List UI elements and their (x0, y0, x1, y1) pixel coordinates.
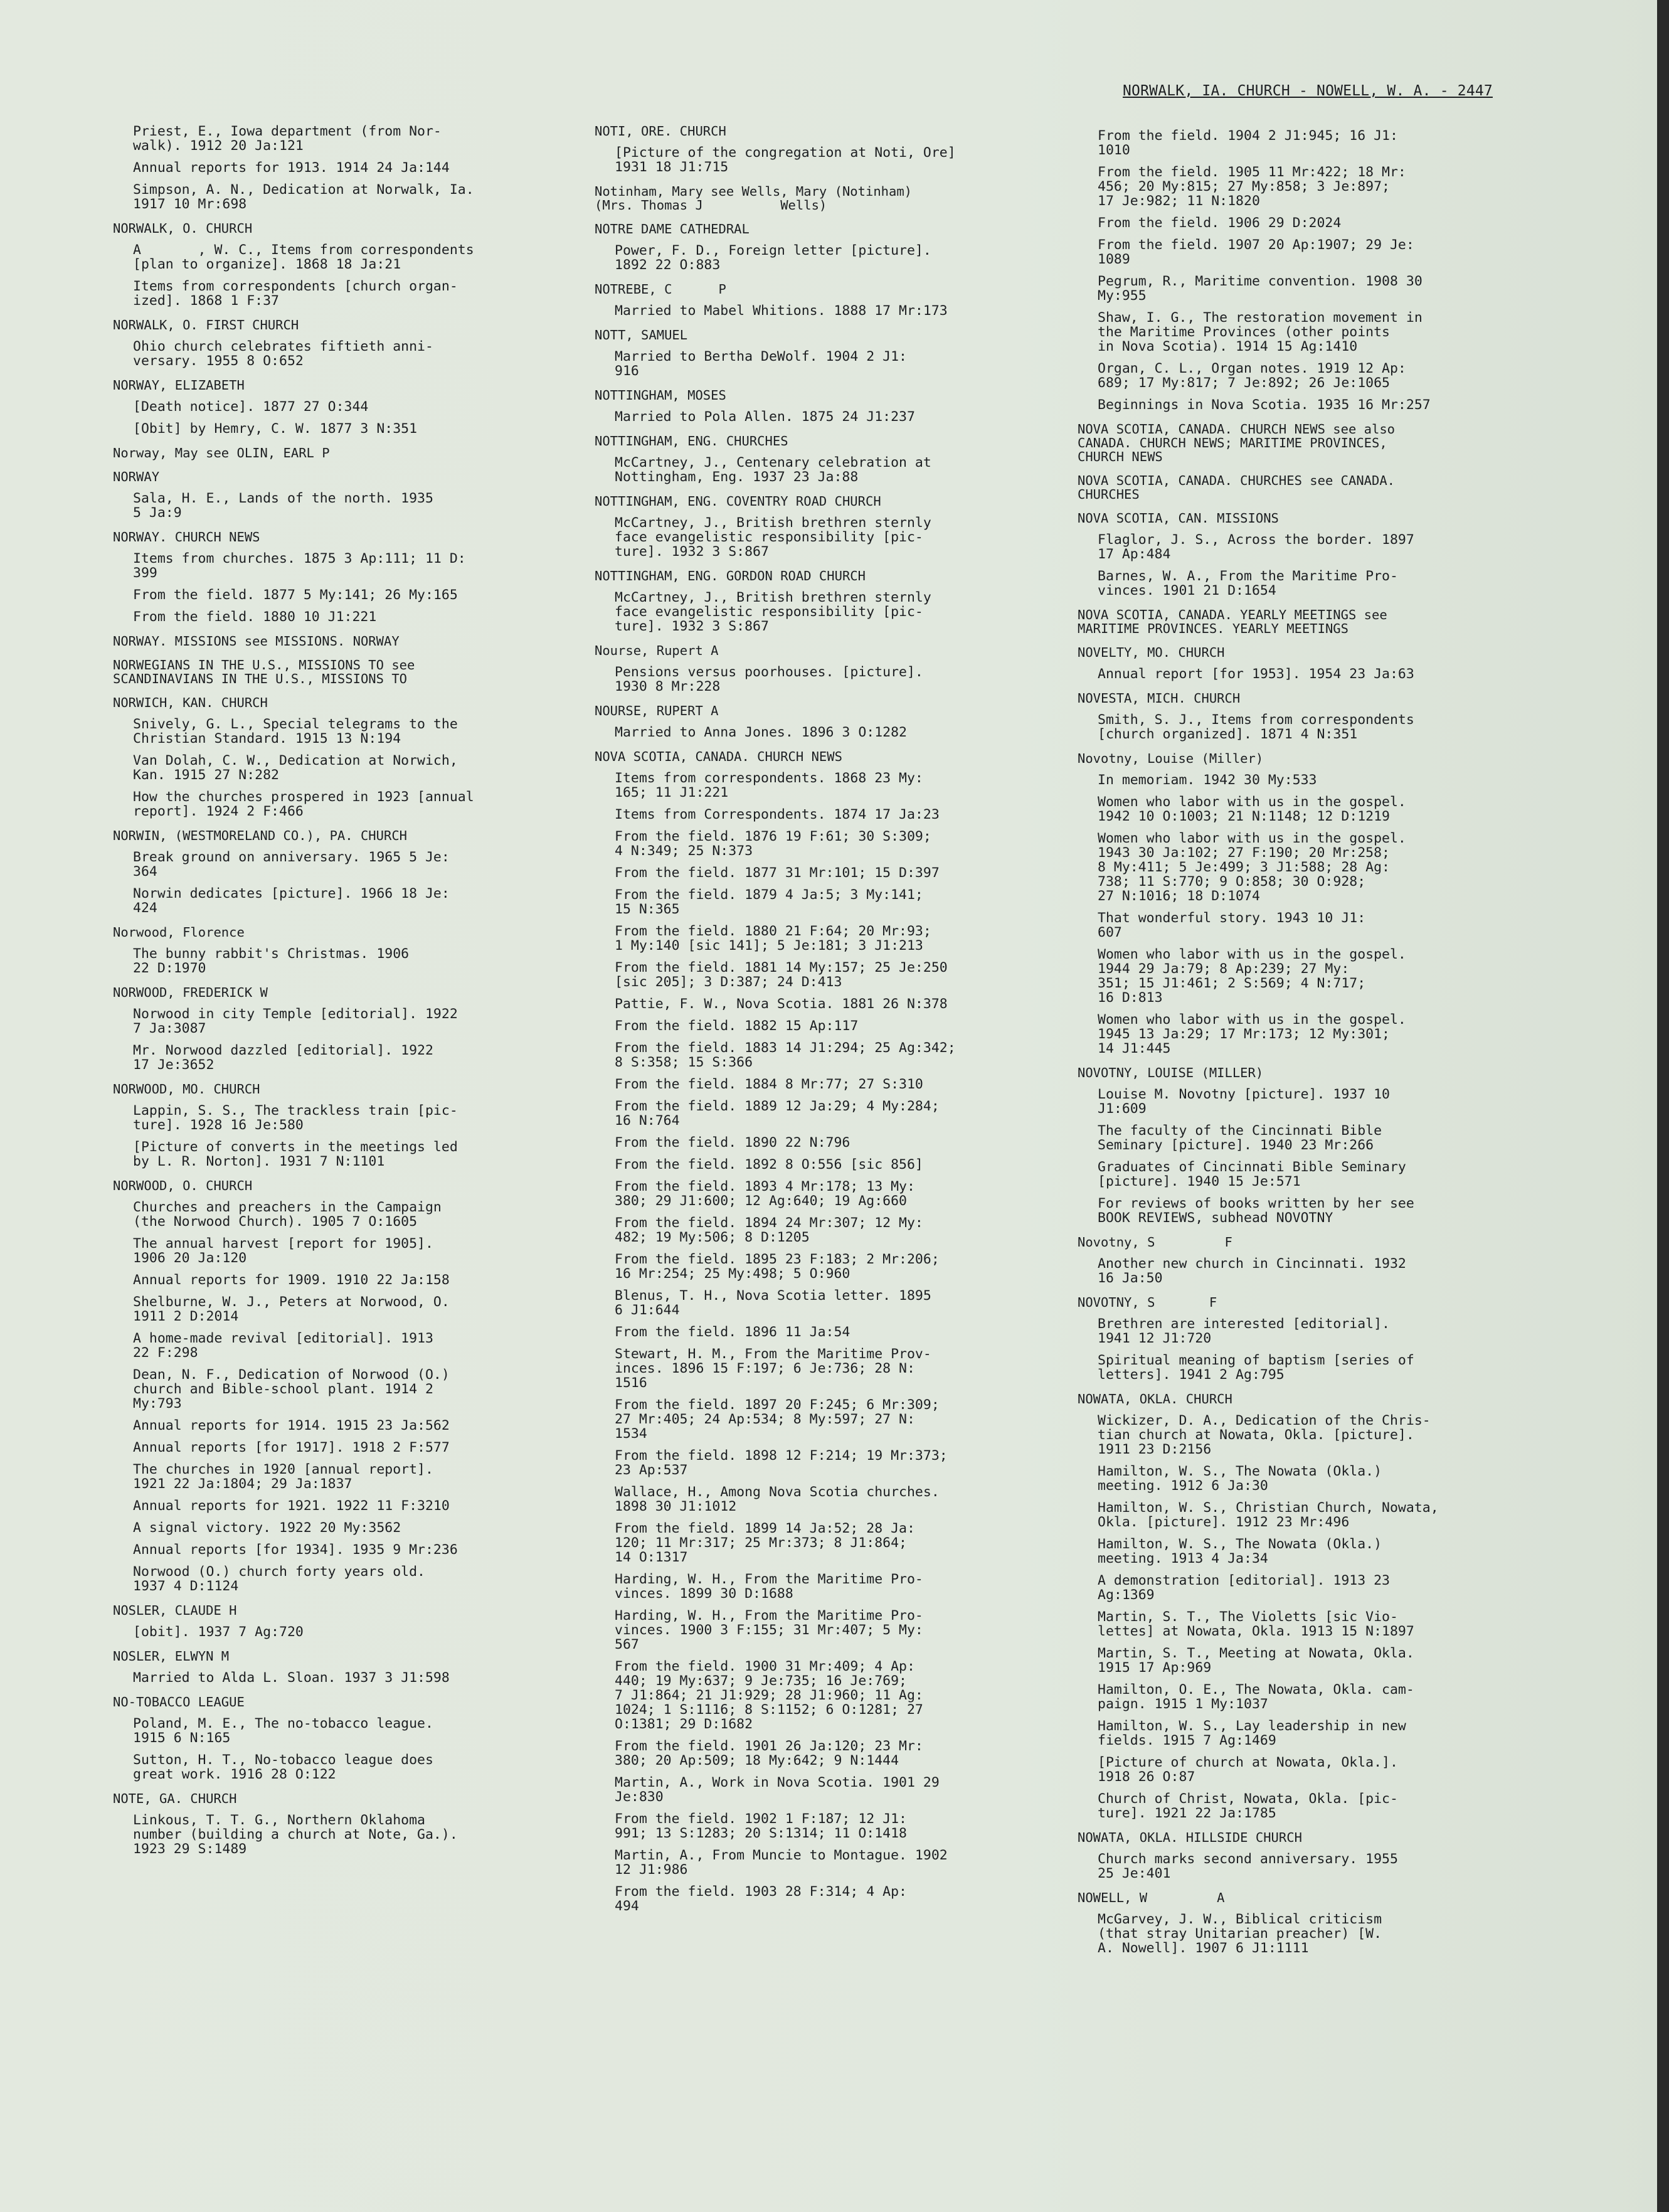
citation: From the field. 1893 4 Mr:178; 13 My: 380; 29 J1:600; 12 Ag:640; 19 Ag:660 (615, 1179, 915, 1209)
citation: Pegrum, R., Maritime convention. 1908 30 My:955 (1098, 274, 1423, 304)
citation: Church of Christ, Nowata, Okla. [pic- ture]. 1921 22 Ja:1785 (1098, 1791, 1398, 1821)
citation: The annual harvest [report for 1905]. 1906 20 Ja:120 (133, 1236, 433, 1266)
index-entry (595, 184, 1034, 212)
citation: Norwood in city Temple [editorial]. 1922 7 Ja:3087 (133, 1006, 458, 1036)
entry-heading: NOVESTA, MICH. CHURCH (1078, 691, 1241, 706)
entry-heading: NOTTINGHAM, MOSES (595, 388, 726, 403)
citation: Annual reports for 1921. 1922 11 F:3210 (133, 1498, 450, 1514)
entry-heading: NOURSE, RUPERT A (595, 703, 719, 718)
citation-list (1078, 1317, 1517, 1382)
citation: [Picture of converts in the meetings led by L. R. Norton]. 1931 7 N:1101 (133, 1139, 458, 1169)
citation: Items from churches. 1875 3 Ap:111; 11 D: 399 (133, 551, 466, 581)
citation-list (113, 1200, 521, 1593)
index-entry (1078, 608, 1517, 635)
citation: From the field. 1904 2 J1:945; 16 J1: 1010 (1098, 128, 1398, 158)
citation-list (113, 339, 521, 368)
entry-heading: NOWELL, W A (1078, 1890, 1225, 1905)
citation-list (113, 1007, 521, 1072)
citation: From the field. 1894 24 Mr:307; 12 My: 482; 19 My:506; 8 D:1205 (615, 1215, 923, 1245)
citation: From the field. 1892 8 O:556 [sic 856] (615, 1157, 923, 1172)
citation: Church marks second anniversary. 1955 25 Je:401 (1098, 1851, 1398, 1881)
citation: Poland, M. E., The no-tobacco league. 1915 6 N:165 (133, 1716, 433, 1746)
citation-list (595, 146, 1034, 174)
index-entry (595, 328, 1034, 378)
index-entry (1078, 1295, 1517, 1382)
entry-heading: Norway, May see OLIN, EARL P (113, 445, 330, 460)
citation: Women who labor with us in the gospel. 1944 29 Ja:79; 8 Ap:239; 27 My: 351; 15 J1:461; 2 S:569; 4 N:717; 16 D:813 (1098, 947, 1406, 1006)
citation: Married to Pola Allen. 1875 24 J1:237 (615, 409, 915, 425)
citation-list (113, 491, 521, 520)
entry-heading: NOTI, ORE. CHURCH (595, 124, 726, 139)
citation: Dean, N. F., Dedication of Norwood (O.) church and Bible-school plant. 1914 2 My:793 (133, 1367, 450, 1412)
citation: Barnes, W. A., From the Maritime Pro- vinces. 1901 21 D:1654 (1098, 568, 1398, 598)
entry-heading: NO-TOBACCO LEAGUE (113, 1694, 245, 1710)
index-entry (113, 925, 521, 976)
entry-heading: NORWAY (113, 469, 160, 484)
index-entry (1078, 646, 1517, 681)
index-entry (113, 634, 521, 648)
citation: [obit]. 1937 7 Ag:720 (133, 1624, 304, 1640)
citation: Pattie, F. W., Nova Scotia. 1881 26 N:378 (615, 996, 948, 1012)
entry-heading: NORWOOD, O. CHURCH (113, 1178, 253, 1193)
entry-heading: NOVA SCOTIA, CANADA. YEARLY MEETINGS see MARITIME PROVINCES. YEARLY MEETINGS (1078, 607, 1387, 636)
citation-list (1078, 667, 1517, 681)
citation: For reviews of books written by her see BOOK REVIEWS, subhead NOVOTNY (1098, 1196, 1414, 1226)
index-entry (113, 318, 521, 368)
citation: A demonstration [editorial]. 1913 23 Ag:1369 (1098, 1573, 1390, 1603)
entry-heading: NORWAY. MISSIONS see MISSIONS. NORWAY (113, 634, 400, 649)
citation-list (595, 243, 1034, 272)
citation-list (595, 455, 1034, 484)
citation: From the field. 1901 26 Ja:120; 23 Mr: 380; 20 Ap:509; 18 My:642; 9 N:1444 (615, 1738, 923, 1768)
citation-list (595, 771, 1034, 1913)
citation: Priest, E., Iowa department (from Nor- walk). 1912 20 Ja:121 (133, 124, 442, 154)
citation: Snively, G. L., Special telegrams to the Christian Standard. 1915 13 N:194 (133, 716, 458, 747)
citation: Hamilton, O. E., The Nowata, Okla. cam- paign. 1915 1 My:1037 (1098, 1682, 1414, 1712)
entry-heading: NORWOOD, FREDERICK W (113, 985, 268, 1000)
citation-list (113, 1671, 521, 1685)
entry-heading: NOTREBE, C P (595, 282, 726, 297)
entry-heading: NOVA SCOTIA, CANADA. CHURCHES see CANADA. CHURCHES (1078, 473, 1396, 502)
citation: Smith, S. J., Items from correspondents [church organized]. 1871 4 N:351 (1098, 712, 1414, 742)
entry-heading: NORWOOD, MO. CHURCH (113, 1082, 260, 1097)
citation: Blenus, T. H., Nova Scotia letter. 1895 6 J1:644 (615, 1288, 931, 1318)
citation-list (595, 516, 1034, 559)
index-entry (595, 388, 1034, 424)
index-entry (113, 221, 521, 308)
index-entry (595, 494, 1034, 559)
citation: [Picture of the congregation at Noti, Ore] 1931 18 J1:715 (615, 145, 956, 175)
citation: From the field. 1889 12 Ja:29; 4 My:284; 16 N:764 (615, 1098, 940, 1129)
entry-heading: Norwood, Florence (113, 925, 245, 940)
citation: From the field. 1884 8 Mr:77; 27 S:310 (615, 1077, 923, 1092)
index-entry (1078, 422, 1517, 464)
citation: The churches in 1920 [annual report]. 1921 22 Ja:1804; 29 Ja:1837 (133, 1462, 433, 1492)
citation: In memoriam. 1942 30 My:533 (1098, 772, 1317, 788)
citation-list (1078, 1912, 1517, 1955)
index-entry (595, 704, 1034, 740)
entry-heading: Novotny, Louise (Miller) (1078, 751, 1264, 766)
citation-list (113, 124, 521, 211)
citation: How the churches prospered in 1923 [annual report]. 1924 2 F:466 (133, 789, 474, 819)
citation: Martin, S. T., The Violetts [sic Vio- lettes] at Nowata, Okla. 1913 15 N:1897 (1098, 1609, 1414, 1639)
index-entry (113, 446, 521, 460)
citation: Louise M. Novotny [picture]. 1937 10 J1:609 (1098, 1087, 1390, 1117)
index-entry (595, 124, 1034, 174)
index-entry (113, 1179, 521, 1593)
citation: Married to Alda L. Sloan. 1937 3 J1:598 (133, 1670, 450, 1686)
citation-list (113, 717, 521, 819)
entry-heading: Notinham, Mary see Wells, Mary (Notinham) (Mrs. Thomas J Wells) (595, 184, 913, 213)
citation: Annual reports for 1914. 1915 23 Ja:562 (133, 1418, 450, 1433)
citation: That wonderful story. 1943 10 J1: 607 (1098, 910, 1366, 940)
citation: Graduates of Cincinnati Bible Seminary [picture]. 1940 15 Je:571 (1098, 1159, 1406, 1189)
entry-heading: Nourse, Rupert A (595, 643, 719, 658)
entry-heading: NORWICH, KAN. CHURCH (113, 695, 268, 710)
citation: Annual reports for 1909. 1910 22 Ja:158 (133, 1272, 450, 1288)
index-entry (595, 282, 1034, 318)
citation: From the field. 1881 14 My:157; 25 Je:250 [sic 205]; 3 D:387; 24 D:413 (615, 960, 948, 990)
citation: From the field. 1897 20 F:245; 6 Mr:309; 27 Mr:405; 24 Ap:534; 8 My:597; 27 N: 1534 (615, 1397, 940, 1442)
citation: Wickizer, D. A., Dedication of the Chris- tian church at Nowata, Okla. [picture]. 1911 23 D:2156 (1098, 1413, 1431, 1457)
entry-heading: NORWALK, O. FIRST CHURCH (113, 317, 299, 332)
citation: Van Dolah, C. W., Dedication at Norwich, Kan. 1915 27 N:282 (133, 753, 458, 783)
citation: The faculty of the Cincinnati Bible Seminary [picture]. 1940 23 Mr:266 (1098, 1123, 1382, 1153)
citation-list (1078, 533, 1517, 598)
citation-list (113, 243, 521, 308)
citation-list (1078, 713, 1517, 742)
citation: From the field. 1877 5 My:141; 26 My:165 (133, 587, 458, 603)
citation: Norwin dedicates [picture]. 1966 18 Je: 424 (133, 886, 450, 916)
index-entry (1078, 129, 1517, 412)
citation-list (1078, 1852, 1517, 1881)
citation: Brethren are interested [editorial]. 1941 12 J1:720 (1098, 1316, 1390, 1346)
index-entry (113, 124, 521, 211)
citation: Sala, H. E., Lands of the north. 1935 5 Ja:9 (133, 491, 433, 521)
citation: From the field. 1905 11 Mr:422; 18 Mr: 456; 20 My:815; 27 My:858; 3 Je:897; 17 Je:982; 11 N:1820 (1098, 164, 1406, 209)
entry-heading: NOTTINGHAM, ENG. CHURCHES (595, 433, 788, 449)
citation: From the field. 1900 31 Mr:409; 4 Ap: 440; 19 My:637; 9 Je:735; 16 Je:769; 7 J1:864; 21 J1:929; 28 J1:960; 11 Ag: 1024; 1 S:1116; 8 S:1152; 6 O:1281; 27 O:1381; 29 D:1682 (615, 1659, 923, 1732)
citation-list (595, 590, 1034, 634)
citation: Spiritual meaning of baptism [series of letters]. 1941 2 Ag:795 (1098, 1353, 1414, 1383)
citation: Items from correspondents. 1868 23 My: 165; 11 J1:221 (615, 770, 923, 800)
entry-heading: NOVOTNY, LOUISE (MILLER) (1078, 1065, 1264, 1080)
citation-list (1078, 1413, 1517, 1821)
index-entry (1078, 1831, 1517, 1881)
index-entry (113, 1649, 521, 1685)
citation: Another new church in Cincinnati. 1932 16 Ja:50 (1098, 1256, 1406, 1286)
index-entry (1078, 691, 1517, 742)
citation: Annual reports [for 1934]. 1935 9 Mr:236 (133, 1542, 458, 1558)
citation-list (113, 850, 521, 915)
index-column-3 (1078, 129, 1517, 1965)
index-column-1 (113, 124, 521, 1866)
index-entry (113, 1695, 521, 1782)
running-header: NORWALK, IA. CHURCH - NOWELL, W. A. - 2447 (1123, 83, 1493, 99)
entry-heading: NOSLER, CLAUDE H (113, 1603, 237, 1618)
entry-heading: NORWEGIANS IN THE U.S., MISSIONS TO see SCANDINAVIANS IN THE U.S., MISSIONS TO (113, 657, 415, 686)
entry-heading: NORWAY. CHURCH NEWS (113, 529, 260, 545)
citation: Shaw, I. G., The restoration movement in the Maritime Provinces (other points in Nova Scotia). 1914 15 Ag:1410 (1098, 310, 1423, 354)
citation: Items from correspondents [church organ- ized]. 1868 1 F:37 (133, 279, 458, 309)
citation: Stewart, H. M., From the Maritime Prov- inces. 1896 15 F:197; 6 Je:736; 28 N: 1516 (615, 1346, 931, 1391)
citation: Women who labor with us in the gospel. 1945 13 Ja:29; 17 Mr:173; 12 My:301; 14 J1:445 (1098, 1012, 1406, 1056)
citation: Flaglor, J. S., Across the border. 1897 17 Ap:484 (1098, 532, 1414, 562)
citation: Beginnings in Nova Scotia. 1935 16 Mr:257 (1098, 397, 1431, 413)
entry-heading: NOTE, GA. CHURCH (113, 1791, 237, 1806)
index-entry (595, 569, 1034, 634)
citation: Hamilton, W. S., The Nowata (Okla.) meeting. 1913 4 Ja:34 (1098, 1536, 1382, 1566)
index-entry (113, 1792, 521, 1856)
citation: From the field. 1880 21 F:64; 20 Mr:93; 1 My:140 [sic 141]; 5 Je:181; 3 J1:213 (615, 923, 931, 954)
entry-heading: NOVELTY, MO. CHURCH (1078, 645, 1225, 660)
index-entry (113, 530, 521, 624)
citation: Martin, S. T., Meeting at Nowata, Okla. 1915 17 Ap:969 (1098, 1646, 1414, 1676)
citation: Shelburne, W. J., Peters at Norwood, O. 1911 2 D:2014 (133, 1294, 450, 1324)
citation: Annual report [for 1953]. 1954 23 Ja:63 (1098, 666, 1414, 682)
citation: Married to Anna Jones. 1896 3 O:1282 (615, 725, 907, 740)
citation: Lappin, S. S., The trackless train [pic- ture]. 1928 16 Je:580 (133, 1103, 458, 1133)
citation: From the field. 1903 28 F:314; 4 Ap: 494 (615, 1884, 907, 1914)
entry-heading: NORWAY, ELIZABETH (113, 378, 245, 393)
citation: Break ground on anniversary. 1965 5 Je: 364 (133, 849, 450, 880)
citation: From the field. 1898 12 F:214; 19 Mr:373; 23 Ap:537 (615, 1448, 948, 1478)
citation-list (1078, 1087, 1517, 1225)
citation: Women who labor with us in the gospel. 1943 30 Ja:102; 27 F:190; 20 Mr:258; 8 My:411; 5 Je:499; 3 J1:588; 28 Ag: 738; 11 S:770; 9 O:858; 30 O:928; 27 N:1016; 18 D:1074 (1098, 831, 1406, 904)
entry-heading: NOVA SCOTIA, CAN. MISSIONS (1078, 511, 1279, 526)
citation: Hamilton, W. S., Lay leadership in new fields. 1915 7 Ag:1469 (1098, 1718, 1406, 1748)
citation-list (113, 400, 521, 436)
citation: [Death notice]. 1877 27 O:344 (133, 399, 369, 415)
citation: Annual reports [for 1917]. 1918 2 F:577 (133, 1440, 450, 1455)
citation: Harding, W. H., From the Maritime Pro- vinces. 1900 3 F:155; 31 Mr:407; 5 My: 567 (615, 1608, 923, 1652)
citation: From the field. 1876 19 F:61; 30 S:309; 4 N:349; 25 N:373 (615, 829, 931, 859)
citation-list (595, 665, 1034, 694)
citation: [Picture of church at Nowata, Okla.]. 1918 26 O:87 (1098, 1755, 1398, 1785)
citation: From the field. 1879 4 Ja:5; 3 My:141; 15 N:365 (615, 887, 923, 917)
citation: From the field. 1883 14 J1:294; 25 Ag:342; 8 S:358; 15 S:366 (615, 1040, 956, 1070)
citation: A signal victory. 1922 20 My:3562 (133, 1520, 401, 1536)
index-entry (113, 986, 521, 1072)
entry-heading: NOTTINGHAM, ENG. GORDON ROAD CHURCH (595, 568, 866, 583)
citation: Pensions versus poorhouses. [picture]. 1930 8 Mr:228 (615, 664, 923, 694)
entry-heading: NORWIN, (WESTMORELAND CO.), PA. CHURCH (113, 828, 407, 843)
citation: Sutton, H. T., No-tobacco league does great work. 1916 28 O:122 (133, 1752, 433, 1782)
citation: Organ, C. L., Organ notes. 1919 12 Ap: 689; 17 My:817; 7 Je:892; 26 Je:1065 (1098, 361, 1406, 391)
index-entry (113, 470, 521, 520)
citation-list (595, 410, 1034, 424)
citation-list (113, 551, 521, 624)
index-entry (1078, 752, 1517, 1056)
citation-list (113, 1716, 521, 1782)
entry-heading: NOTT, SAMUEL (595, 327, 688, 343)
citation: Churches and preachers in the Campaign (the Norwood Church). 1905 7 O:1605 (133, 1199, 442, 1230)
entry-heading: NOWATA, OKLA. HILLSIDE CHURCH (1078, 1830, 1302, 1845)
citation: Harding, W. H., From the Maritime Pro- vinces. 1899 30 D:1688 (615, 1571, 923, 1602)
index-entry (1078, 1066, 1517, 1225)
citation: Martin, A., From Muncie to Montague. 1902 12 J1:986 (615, 1848, 948, 1878)
entry-heading: NOVA SCOTIA, CANADA. CHURCH NEWS (595, 749, 842, 764)
citation: McCartney, J., British brethren sternly face evangelistic responsibility [pic- ture]. 1932 3 S:867 (615, 590, 931, 634)
citation: From the field. 1902 1 F:187; 12 J1: 991; 13 S:1283; 20 S:1314; 11 O:1418 (615, 1811, 907, 1841)
citation: Annual reports for 1913. 1914 24 Ja:144 (133, 160, 450, 176)
citation: Linkous, T. T. G., Northern Oklahoma number (building a church at Note, Ga.). 1923 29 S:1489 (133, 1812, 458, 1857)
index-column-2 (595, 124, 1034, 1923)
citation: From the field. 1890 22 N:796 (615, 1135, 850, 1151)
citation: Hamilton, W. S., The Nowata (Okla.) meeting. 1912 6 Ja:30 (1098, 1464, 1382, 1494)
citation: Women who labor with us in the gospel. 1942 10 O:1003; 21 N:1148; 12 D:1219 (1098, 794, 1406, 824)
index-entry (1078, 1392, 1517, 1821)
entry-heading: NOTRE DAME CATHEDRAL (595, 221, 750, 237)
index-entry (595, 434, 1034, 484)
citation: McCartney, J., British brethren sternly face evangelistic responsibility [pic- ture]. 1932 3 S:867 (615, 515, 931, 560)
index-entry (1078, 511, 1517, 598)
index-entry (595, 222, 1034, 272)
citation: Power, F. D., Foreign letter [picture]. 1892 22 O:883 (615, 243, 931, 273)
citation: Wallace, H., Among Nova Scotia churches. 1898 30 J1:1012 (615, 1484, 940, 1514)
citation: From the field. 1882 15 Ap:117 (615, 1018, 859, 1034)
citation: The bunny rabbit's Christmas. 1906 22 D:1970 (133, 946, 410, 976)
citation-list (113, 947, 521, 976)
citation: Mr. Norwood dazzled [editorial]. 1922 17 Je:3652 (133, 1043, 433, 1073)
citation: Martin, A., Work in Nova Scotia. 1901 29 Je:830 (615, 1775, 940, 1805)
citation: From the field. 1906 29 D:2024 (1098, 215, 1342, 231)
citation-list (595, 304, 1034, 318)
citation: From the field. 1877 31 Mr:101; 15 D:397 (615, 865, 940, 881)
citation-list (113, 1103, 521, 1169)
entry-heading: NOWATA, OKLA. CHURCH (1078, 1391, 1232, 1406)
page-edge-shadow (1657, 0, 1669, 2212)
citation: Married to Bertha DeWolf. 1904 2 J1: 916 (615, 349, 907, 379)
citation: From the field. 1899 14 Ja:52; 28 Ja: 120; 11 Mr:317; 25 Mr:373; 8 J1:864; 14 O:1317 (615, 1521, 915, 1565)
citation: [Obit] by Hemry, C. W. 1877 3 N:351 (133, 421, 418, 437)
index-entry (1078, 474, 1517, 501)
citation-list (1078, 129, 1517, 412)
citation: Items from Correspondents. 1874 17 Ja:23 (615, 807, 940, 822)
index-entry (1078, 1235, 1517, 1285)
citation-list (1078, 773, 1517, 1056)
citation: A , W. C., Items from correspondents [plan to organize]. 1868 18 Ja:21 (133, 242, 474, 272)
entry-heading: NOVA SCOTIA, CANADA. CHURCH NEWS see also CANADA. CHURCH NEWS; MARITIME PROVINCES, CHURCH NEWS (1078, 422, 1396, 464)
index-entry (113, 829, 521, 915)
index-entry (113, 1603, 521, 1639)
entry-heading: NOTTINGHAM, ENG. COVENTRY ROAD CHURCH (595, 494, 881, 509)
citation: From the field. 1907 20 Ap:1907; 29 Je: 1089 (1098, 237, 1414, 267)
citation: Married to Mabel Whitions. 1888 17 Mr:173 (615, 303, 948, 319)
citation-list (595, 725, 1034, 740)
index-entry (1078, 1891, 1517, 1955)
citation-list (113, 1813, 521, 1856)
entry-heading: NORWALK, O. CHURCH (113, 221, 253, 236)
citation: Norwood (O.) church forty years old. 1937 4 D:1124 (133, 1564, 425, 1594)
citation-list (113, 1625, 521, 1639)
citation: A home-made revival [editorial]. 1913 22 F:298 (133, 1331, 433, 1361)
citation: From the field. 1895 23 F:183; 2 Mr:206; 16 Mr:254; 25 My:498; 5 O:960 (615, 1252, 940, 1282)
index-entry (113, 1082, 521, 1169)
citation-list (1078, 1257, 1517, 1285)
citation: Simpson, A. N., Dedication at Norwalk, Ia. 1917 10 Mr:698 (133, 182, 474, 212)
citation: Ohio church celebrates fiftieth anni- versary. 1955 8 O:652 (133, 339, 433, 369)
citation: McCartney, J., Centenary celebration at Nottingham, Eng. 1937 23 Ja:88 (615, 455, 931, 485)
index-entry (113, 658, 521, 686)
entry-heading: Novotny, S F (1078, 1235, 1232, 1250)
entry-heading: NOSLER, ELWYN M (113, 1649, 230, 1664)
index-entry (595, 644, 1034, 694)
citation: From the field. 1880 10 J1:221 (133, 609, 377, 625)
citation: Hamilton, W. S., Christian Church, Nowata, Okla. [picture]. 1912 23 Mr:496 (1098, 1500, 1439, 1530)
citation: McGarvey, J. W., Biblical criticism (that stray Unitarian preacher) [W. A. Nowell]. 1907 6 J1:1111 (1098, 1912, 1382, 1956)
index-entry (113, 696, 521, 819)
index-entry (113, 378, 521, 436)
citation: From the field. 1896 11 Ja:54 (615, 1324, 850, 1340)
citation-list (595, 349, 1034, 378)
entry-heading: NOVOTNY, S F (1078, 1295, 1217, 1310)
index-entry (595, 750, 1034, 1913)
